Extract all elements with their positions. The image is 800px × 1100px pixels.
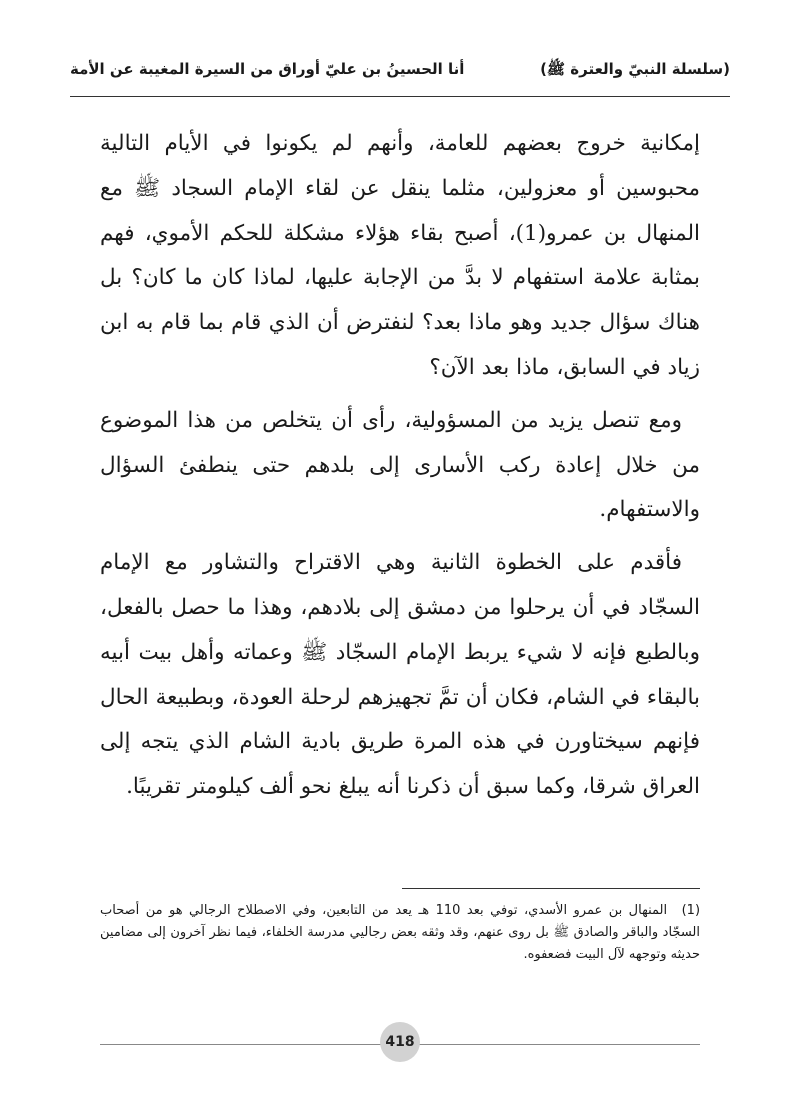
footnote-text: المنهال بن عمرو الأسدي، توفي بعد 110 هـ يعد من التابعين، وفي الاصطلاح الرجالي هو من أصحاب السجّاد والباقر والصادق ﷺ بل روى عنهم، وقد وثقه بعض رجاليي مدرسة الخلفاء، فيما نظر آخرون إلى مضامين حديثه وتوجهه لآل البيت فضعفوه. (100, 903, 700, 962)
series-title: (سلسلة النبيّ والعترة ﷺ) (540, 60, 730, 78)
book-title: أنا الحسينُ بن عليّ أوراق من السيرة المغيبة عن الأمة (70, 60, 465, 78)
page-footer (100, 1022, 700, 1066)
paragraph-3: فأقدم على الخطوة الثانية وهي الاقتراح والتشاور مع الإمام السجّاد في أن يرحلوا من دمشق إلى بلادهم، وهذا ما حصل بالفعل، وبالطبع فإنه لا شيء يربط الإمام السجّاد ﷺ وعماته وأهل بيت أبيه بالبقاء في الشام، فكان أن تمَّ تجهيزهم لرحلة العودة، وبطبيعة الحال فإنهم سيختاورن في هذه المرة طريق بادية الشام الذي يتجه إلى العراق شرقا، وكما سبق أن ذكرنا أنه يبلغ نحو ألف كيلومتر تقريبًا. (100, 550, 700, 800)
running-header (70, 58, 730, 90)
main-text (100, 122, 700, 810)
footnote-divider (402, 888, 700, 889)
footnote (100, 900, 700, 966)
header-divider (70, 96, 730, 97)
paragraph-2: ومع تنصل يزيد من المسؤولية، رأى أن يتخلص من هذا الموضوع من خلال إعادة ركب الأسارى إلى بلدهم حتى ينطفئ السؤال والاستفهام. (100, 407, 700, 523)
page-number-badge: 418 (380, 1022, 420, 1062)
paragraph-1: إمكانية خروج بعضهم للعامة، وأنهم لم يكونوا في الأيام التالية محبوسين أو معزولين، مثلما ينقل عن لقاء الإمام السجاد ﷺ مع المنهال بن عمرو(1)، أصبح بقاء هؤلاء مشكلة للحكم الأموي، فهم بمثابة علامة استفهام لا بدَّ من الإجابة عليها، لماذا كان ما كان؟ بل هناك سؤال جديد وهو ماذا بعد؟ لنفترض أن الذي قام بما قام به ابن زياد في السابق، ماذا بعد الآن؟ (100, 131, 700, 380)
footnote-number: (1) (681, 903, 701, 918)
